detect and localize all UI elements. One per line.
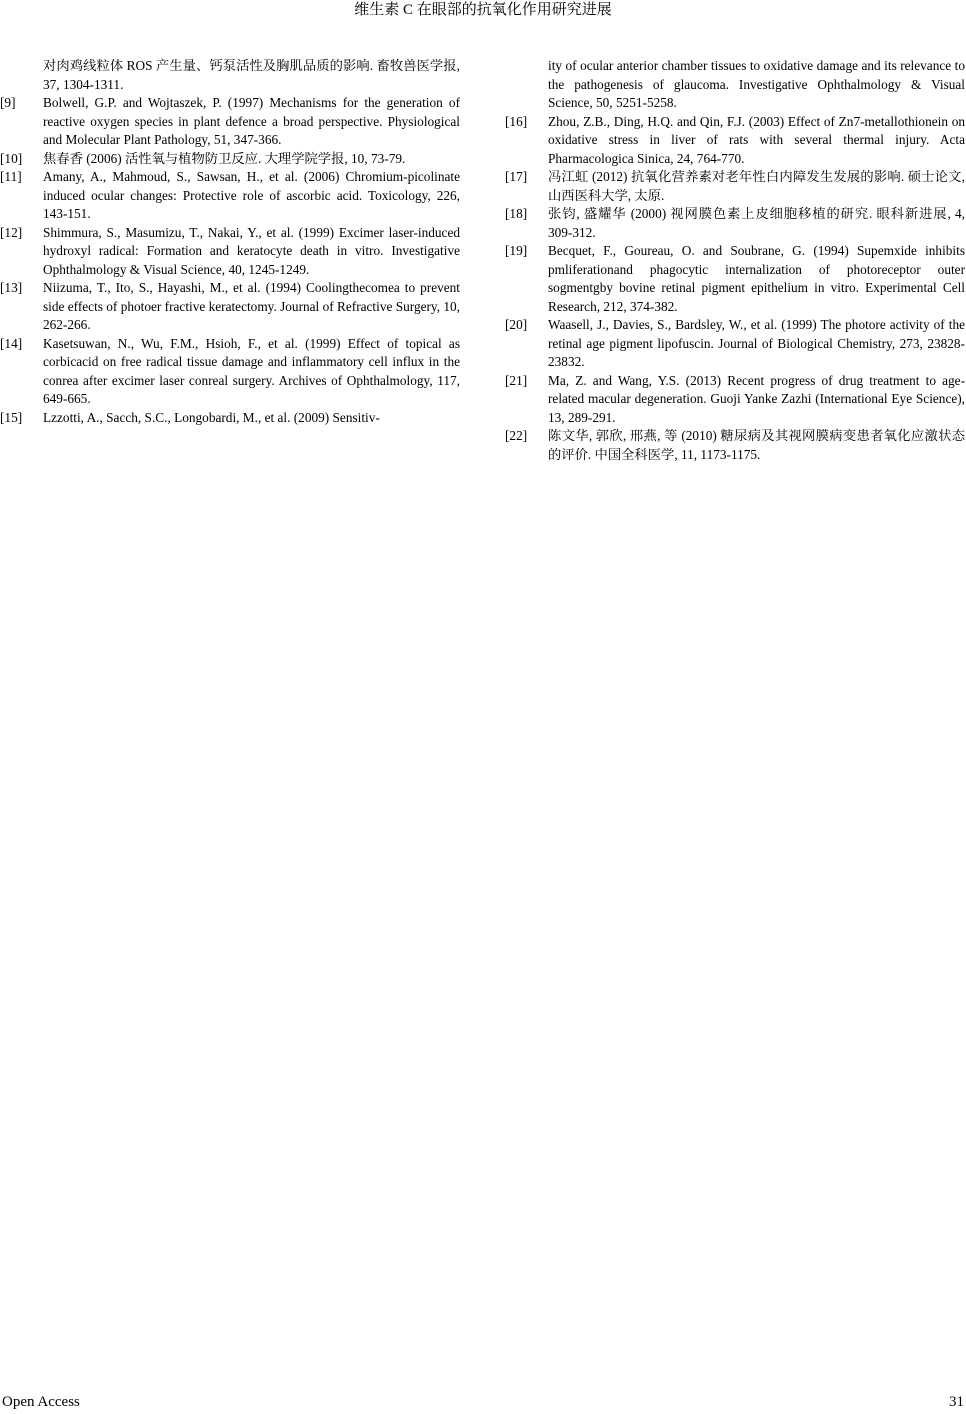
reference-number: [22] <box>505 428 528 443</box>
reference-text: Becquet, F., Goureau, O. and Soubrane, G. (1994) Supemxide inhibits pmliferationand phagocytic internalization of photoreceptor outer sogmentgby bovine retinal pigment epithelium in vitro. Experimental Cell Research, 212, 374-382. <box>548 243 965 314</box>
reference-item <box>505 242 965 316</box>
reference-item <box>0 224 460 280</box>
reference-text: Amany, A., Mahmoud, S., Sawsan, H., et al. (2006) Chromium-picolinate induced ocular changes: Protective role of ascorbic acid. Toxicology, 226, 143-151. <box>43 169 460 221</box>
reference-number: [12] <box>0 224 23 240</box>
running-header-title: 维生素 C 在眼部的抗氧化作用研究进展 <box>354 2 612 18</box>
reference-item <box>505 372 965 428</box>
reference-text: 焦春香 (2006) 活性氧与植物防卫反应. 大理学院学报, 10, 73-79. <box>43 150 406 166</box>
reference-text: 对肉鸡线粒体 ROS 产生量、钙泵活性及胸肌品质的影响. 畜牧兽医学报, 37, 1304-1311. <box>43 58 460 92</box>
reference-text: Ma, Z. and Wang, Y.S. (2013) Recent progress of drug treatment to age-related macular degeneration. Guoji Yanke Zazhi (International Eye Science), 13, 289-291. <box>548 372 965 425</box>
running-header <box>0 0 966 22</box>
reference-number: [19] <box>505 243 528 258</box>
reference-item <box>0 335 460 409</box>
reference-number: [18] <box>505 206 528 221</box>
continued-reference <box>0 57 460 94</box>
reference-item <box>0 168 460 224</box>
footer-journal-label: Open Access <box>2 1394 80 1410</box>
reference-number: [17] <box>505 169 528 184</box>
reference-text: Bolwell, G.P. and Wojtaszek, P. (1997) Mechanisms for the generation of reactive oxygen species in plant defence a broad perspective. Physiological and Molecular Plant Pathology, 51, 347-366. <box>43 95 460 147</box>
reference-item <box>0 279 460 335</box>
reference-number: [21] <box>505 372 528 388</box>
reference-number: [20] <box>505 317 528 332</box>
reference-text: 陈文华, 郭欣, 邢燕, 等 (2010) 糖尿病及其视网膜病变患者氧化应激状态的评价. 中国全科医学, 11, 1173-1175. <box>548 428 965 462</box>
page-number: 31 <box>949 1394 964 1410</box>
reference-item <box>0 94 460 150</box>
reference-text: 冯江虹 (2012) 抗氧化营养素对老年性白内障发生发展的影响. 硕士论文, 山西医科大学, 太原. <box>548 169 965 203</box>
reference-number: [10] <box>0 150 23 166</box>
reference-text: Kasetsuwan, N., Wu, F.M., Hsioh, F., et al. (1999) Effect of topical as corbicacid on free radical tissue damage and inflammatory cell influx in the conrea after excimer laser conreal surgery. Archives of Ophthalmology, 117, 649-665. <box>43 335 460 406</box>
reference-number: [13] <box>0 280 23 295</box>
left-column <box>0 57 460 427</box>
reference-item <box>505 113 965 169</box>
reference-item <box>505 205 965 242</box>
reference-item <box>505 168 965 205</box>
reference-number: [15] <box>0 409 23 425</box>
reference-number: [16] <box>505 113 528 129</box>
reference-text: Niizuma, T., Ito, S., Hayashi, M., et al. (1994) Coolingthecomea to prevent side effects of photoer fractive keratectomy. Journal of Refractive Surgery, 10, 262-266. <box>43 280 460 332</box>
reference-number: [14] <box>0 335 23 351</box>
reference-number: [11] <box>0 169 22 184</box>
reference-item <box>505 316 965 372</box>
reference-number: [9] <box>0 95 16 110</box>
reference-text: Shimmura, S., Masumizu, T., Nakai, Y., et al. (1999) Excimer laser-induced hydroxyl radical: Formation and keratocyte death in vitro. Investigative Ophthalmology & Visual Science, 40, 1245-1249. <box>43 224 460 277</box>
reference-text: Lzzotti, A., Sacch, S.C., Longobardi, M., et al. (2009) Sensitiv- <box>43 409 380 425</box>
reference-text: 张钧, 盛耀华 (2000) 视网膜色素上皮细胞移植的研究. 眼科新进展, 4, 309-312. <box>548 206 965 240</box>
reference-text: Waasell, J., Davies, S., Bardsley, W., et al. (1999) The photore activity of the retinal age pigment lipofuscin. Journal of Biological Chemistry, 273, 23828-23832. <box>548 317 965 369</box>
reference-text: ity of ocular anterior chamber tissues to oxidative damage and its relevance to the pathogenesis of glaucoma. Investigative Ophthalmology & Visual Science, 50, 5251-5258. <box>548 58 965 110</box>
reference-item <box>0 409 460 428</box>
reference-item <box>0 150 460 169</box>
continued-reference <box>505 57 965 113</box>
reference-text: Zhou, Z.B., Ding, H.Q. and Qin, F.J. (2003) Effect of Zn7-metallothionein on oxidative stress in liver of rats with several thermal injury. Acta Pharmacologica Sinica, 24, 764-770. <box>548 113 965 166</box>
right-column <box>505 57 965 464</box>
reference-item <box>505 427 965 464</box>
